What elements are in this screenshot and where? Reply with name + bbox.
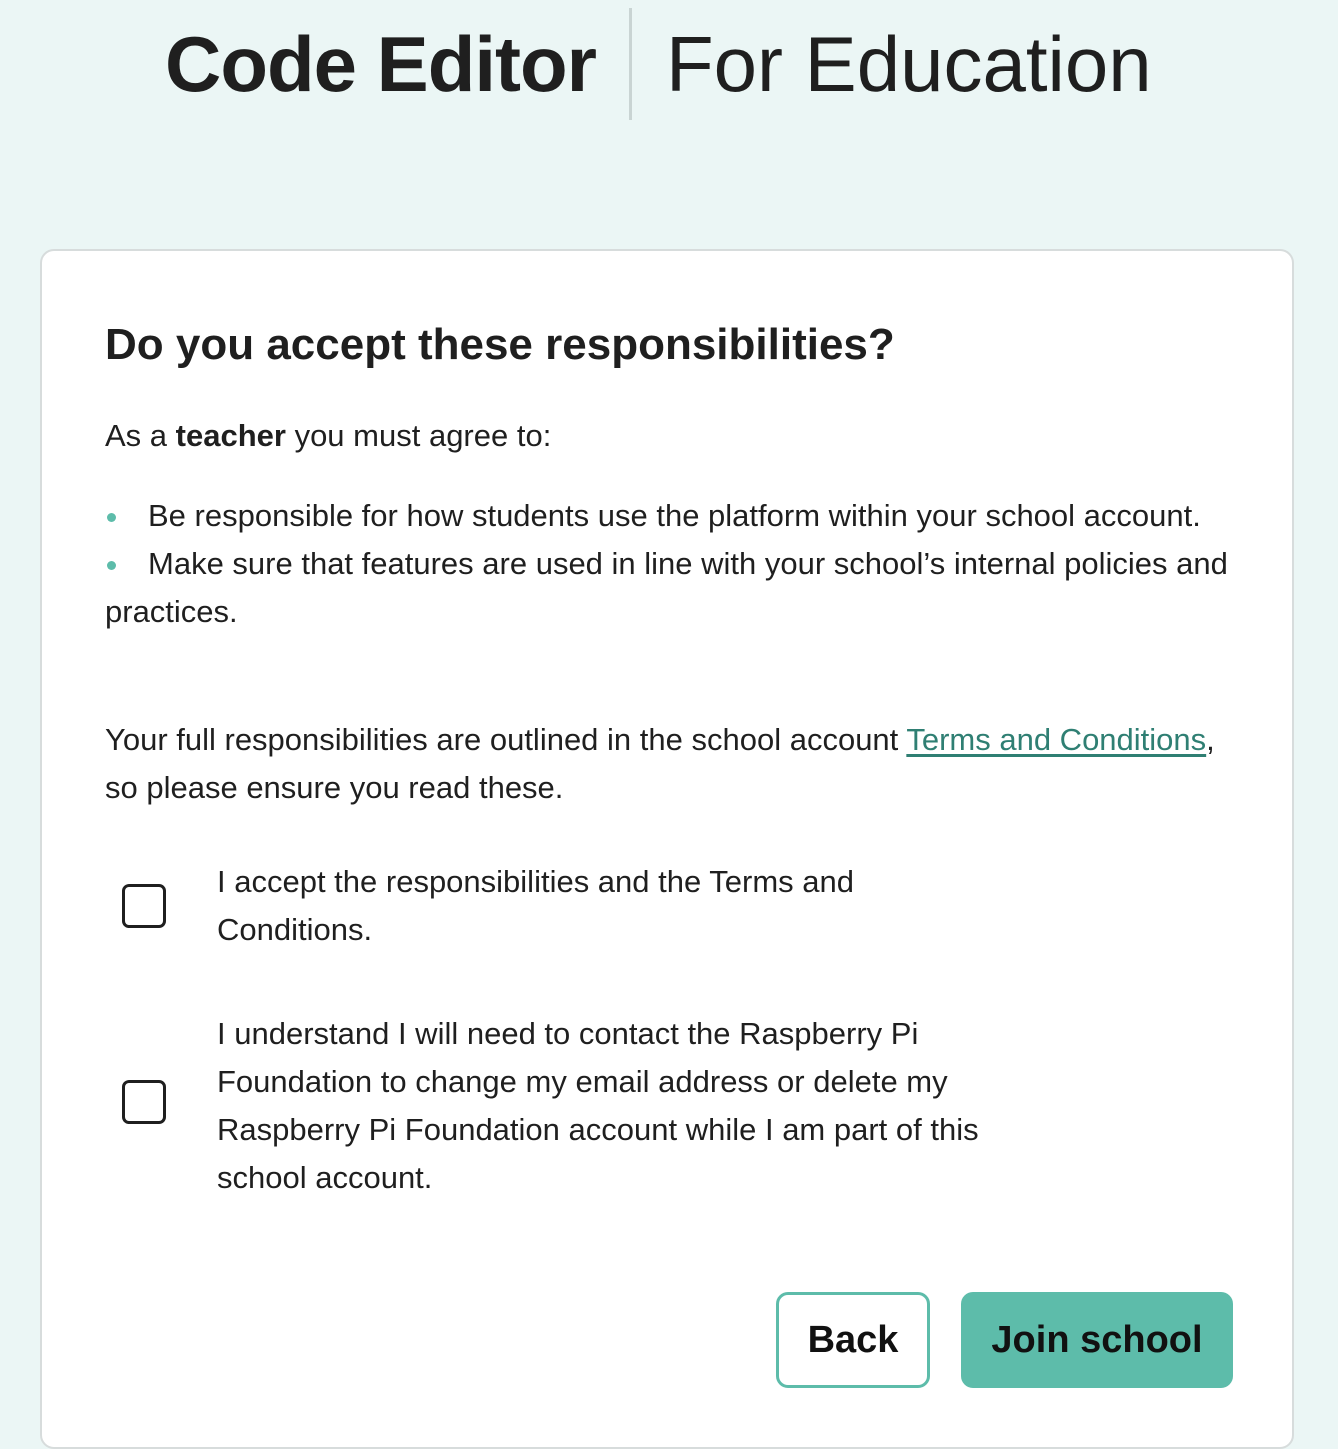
join-school-button[interactable]: Join school xyxy=(961,1292,1233,1388)
brand-audience-name: For Education xyxy=(666,20,1152,108)
terms-link[interactable]: Terms and Conditions xyxy=(906,722,1207,757)
list-item xyxy=(105,540,1245,636)
contact-foundation-checkbox[interactable] xyxy=(122,1080,166,1124)
contact-foundation-row[interactable] xyxy=(105,1010,985,1210)
intro-after: you must agree to: xyxy=(285,418,552,453)
terms-paragraph xyxy=(105,716,1225,812)
responsibility-text: Be responsible for how students use the platform within your school account. xyxy=(148,498,1201,533)
terms-after: , so please ensure you read these. xyxy=(105,722,1215,805)
terms-before: Your full responsibilities are outlined in the school account xyxy=(105,722,907,757)
responsibilities-card xyxy=(40,249,1294,1449)
accept-terms-checkbox[interactable] xyxy=(122,884,166,928)
accept-terms-label[interactable]: I accept the responsibilities and the Terms and Conditions. xyxy=(217,864,855,947)
back-button[interactable]: Back xyxy=(776,1292,930,1388)
list-item xyxy=(105,492,1245,540)
responsibilities-list xyxy=(105,492,1245,636)
site-header xyxy=(0,0,1338,130)
bullet-icon xyxy=(107,561,116,570)
bullet-icon xyxy=(107,513,116,522)
responsibility-text: Make sure that features are used in line with your school’s internal policies and practices. xyxy=(105,546,1228,629)
brand-product-name: Code Editor xyxy=(165,20,596,108)
intro-before: As a xyxy=(105,418,176,453)
brand-divider xyxy=(629,8,632,120)
intro-role: teacher xyxy=(175,418,286,453)
intro-text xyxy=(105,412,551,460)
page-title: Do you accept these responsibilities? xyxy=(105,320,895,369)
contact-foundation-label[interactable]: I understand I will need to contact the Raspberry Pi Foundation to change my email address or delete my Raspberry Pi Foundation account while I am part of this school account. xyxy=(217,1016,979,1195)
accept-terms-row[interactable] xyxy=(105,858,985,968)
